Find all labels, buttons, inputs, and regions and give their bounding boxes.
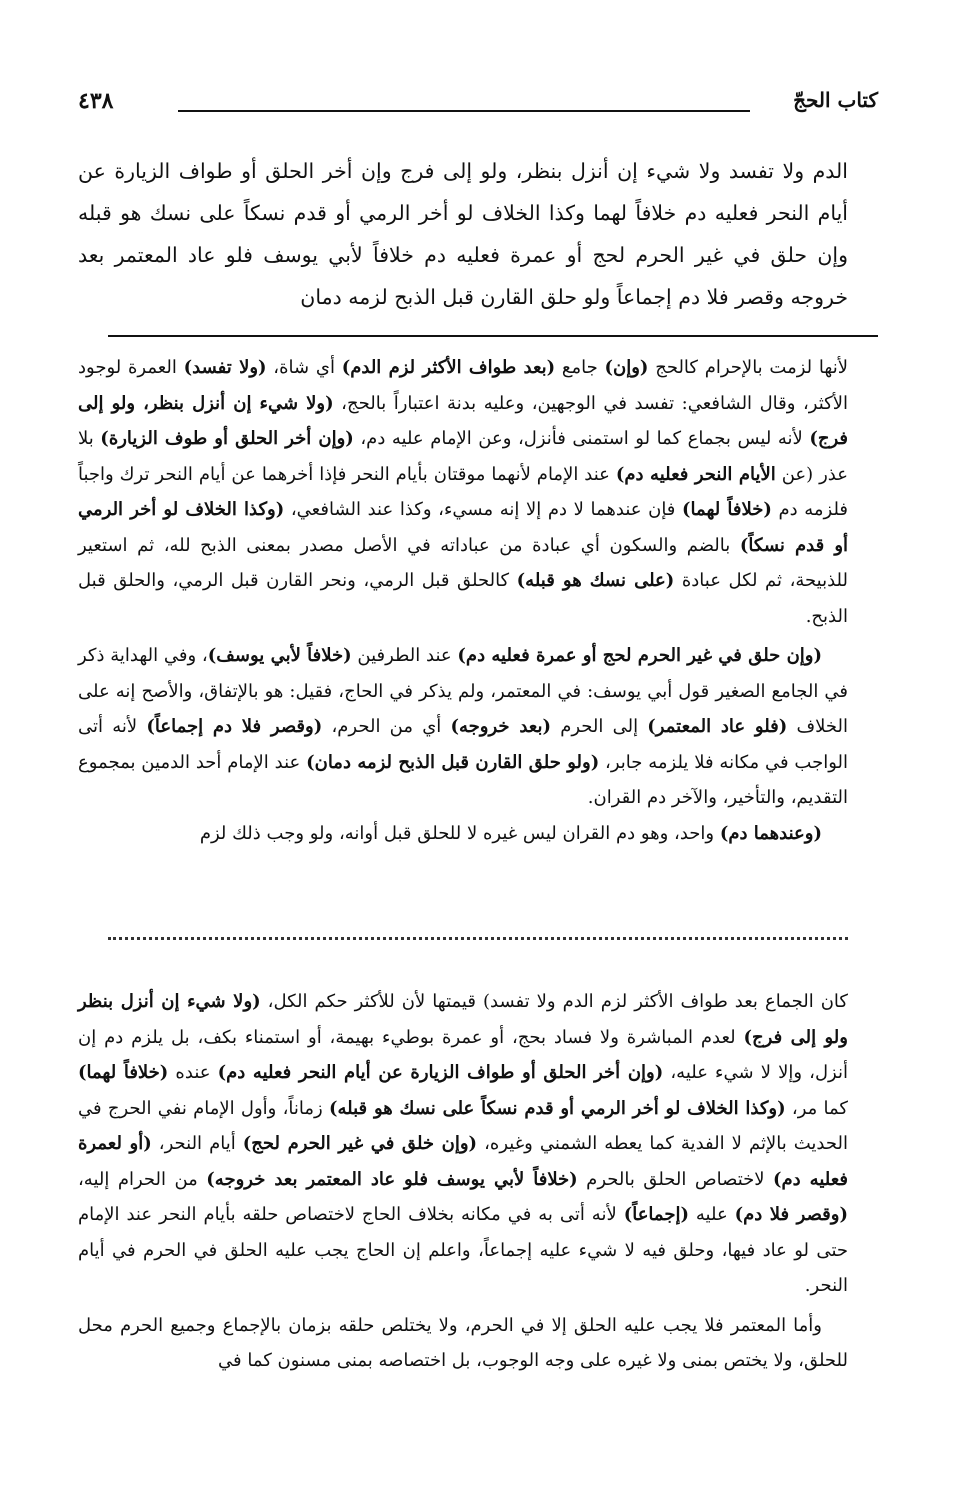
hashiya-quote: (وقصر فلا دم) (734, 1204, 848, 1225)
sharh-text: ، وفي الهداية ذكر في الجامع الصغير قول أبي يوسف: في المعتمر، ولم يذكر في الحاج، فقيل: هو بالإتفاق، والأصح إنه على الخلاف (78, 645, 848, 737)
sharh-quote: (وإن) (604, 357, 649, 378)
hashiya-text: من الحرام إليه، (78, 1168, 207, 1190)
sharh-text: عند الإمام أحد الدمين بمجموع التقديم، والتأخير، والآخر دم القران. (78, 751, 848, 808)
sharh-text: فإن عندهما لا دم إلا إنه مسيء، وكذا عند الشافعي، (284, 499, 683, 520)
sharh-paragraph-3 (78, 816, 848, 852)
dotted-separator (108, 937, 848, 940)
sharh-quote: (على نسك هو قبله) (516, 570, 675, 591)
hashiya-quote: (وإن أخر الحلق أو طواف الزيارة عن أيام النحر فعليه دم) (217, 1062, 664, 1083)
sharh-text: إلى الحرم (550, 716, 648, 737)
hashiya-quote: (إجماعاً) (623, 1204, 689, 1225)
header-rule (178, 110, 750, 112)
hashiya-text: لعدم المباشرة ولا فساد بحج، أو عمرة بوطيء بهيمة، أو استمناء بكف، بل يلزم دم إن أنزل، وإلا لا شيء عليه، (78, 1026, 848, 1083)
hashiya-text: كما مر، (785, 1097, 848, 1119)
sharh-quote: (فلو عاد المعتمر) (647, 716, 788, 737)
sharh-text: عند الطرفين (351, 645, 458, 666)
sharh-text: لأنه ليس بجماع كما لو استمنى فأنزل، وعن الإمام عليه دم، (353, 428, 810, 449)
sharh-quote: (وقصر فلا دم إجماعاً) (146, 716, 323, 737)
hashiya-quote: (وإن خلق في غير الحرم لحج) (242, 1133, 478, 1154)
hashiya-quote: (خلافاً لأبي يوسف فلو عاد المعتمر بعد خروجه) (206, 1168, 578, 1190)
sharh-quote: (خلافاً لهما) (682, 499, 772, 520)
sharh-quote: الأيام النحر فعليه دم) (615, 463, 776, 485)
sharh-text: لأنها لزمت بالإحرام كالحج (648, 357, 848, 378)
matn-separator-rule (108, 335, 878, 337)
hashiya-quote: (خلافاً لهما) (78, 1062, 169, 1083)
sharh-text: واحد، وهو دم القران ليس غيره لا للحلق قبل أوانه، ولو وجب ذلك لزم (199, 822, 720, 844)
sharh-text: العمرة لوجود الأكثر، وقال الشافعي: تفسد في الوجهين، وعليه بدنة اعتباراً بالحج، (78, 357, 848, 414)
hashiya-quote: (وكذا الخلاف لو أخر الرمي أو قدم نسكاً على نسك هو قبله) (329, 1097, 786, 1119)
sharh-text: أي من الحرم، (322, 716, 451, 737)
sharh-paragraph-1 (78, 350, 848, 634)
sharh-text: جامع (555, 357, 605, 378)
sharh-commentary (78, 350, 848, 851)
sharh-paragraph-2 (78, 638, 848, 816)
hashiya-text: وأما المعتمر فلا يجب عليه الحلق إلا في الحرم، ولا يختلص حلقه بزمان بالإجماع وجميع الحرم محل للحلق، ولا يختص بمنى ولا غيره على وجه الوجوب، بل اختصاصه بمنى مسنون كما في (78, 1314, 848, 1371)
sharh-quote: (وإن حلق في غير الحرم لحج أو عمرة فعليه دم) (457, 645, 823, 666)
sharh-text: كالحلق قبل الرمي، ونحر القارن قبل الرمي، والحلق قبل الذبح. (78, 570, 848, 627)
hashiya-quote: (أو لعمرة فعليه دم) (78, 1133, 848, 1190)
hashiya-paragraph-1 (78, 984, 848, 1304)
hashiya-text: أيام النحر، (151, 1133, 243, 1154)
sharh-text: أي شاة، (266, 357, 342, 378)
hashiya-text: لأنه أتى به في مكانه بخلاف الحاج لاختصاص حلقه بأيام النحر عند الإمام حتى لو عاد فيها، وحلق فيه لا شيء عليه إجماعاً، واعلم إن الحاج يجب عليه الحلق في الحرم في أيام النحر. (78, 1204, 848, 1296)
sharh-quote: (ولا تفسد) (183, 357, 267, 378)
hashiya-paragraph-2 (78, 1308, 848, 1379)
book-title: كتاب الحجّ (793, 88, 878, 112)
hashiya-text: عليه (688, 1204, 735, 1225)
sharh-quote: (بعد خروجه) (450, 716, 551, 737)
hashiya-text: كان الجماع بعد طواف الأكثر لزم الدم ولا تفسد) قيمتها لأن للأكثر حكم الكل، (260, 991, 848, 1012)
sharh-text: عند الإمام لأنهما موقتان بأيام النحر فإذا أخرهما عن أيام النحر ترك واجباً فلزمه دم (78, 463, 849, 520)
running-header (78, 88, 878, 122)
sharh-quote: (وإن أخر الحلق أو طوف الزيارة) (100, 428, 354, 449)
sharh-quote: (وكذا الخلاف لو أخر الرمي أو قدم نسكاً) (78, 499, 849, 556)
sharh-text: لأنه أتى الواجب في مكانه فلا يلزمه جابر، (78, 716, 849, 773)
sharh-quote: (ولا شيء إن أنزل بنظر، ولو إلى فرج) (78, 392, 848, 449)
sharh-quote: (خلافاً لأبي يوسف) (207, 645, 352, 666)
hashiya-footnote (78, 984, 848, 1379)
sharh-text: بالضم والسكون أي عبادة من عباداته في الأصل مصدر بمعنى الذبح لله، ثم استعير للذبيحة، ثم لكل عبادة (78, 534, 848, 591)
sharh-quote: (وعندهما دم) (719, 822, 822, 844)
sharh-text: بلا عذر (عن (78, 428, 848, 485)
sharh-quote: (بعد طواف الأكثر لزم الدم) (341, 357, 556, 378)
hashiya-text: لاختصاص الحلق بالحرم (577, 1168, 773, 1190)
hashiya-text: زماناً، وأول الإمام نفي الحرج في الحديث بالإثم لا الفدية كما يعطه الشمني وغيره، (78, 1097, 848, 1154)
hashiya-text: عنده (168, 1062, 218, 1083)
sharh-quote: (ولو حلق القارن قبل الذبح لزمه دمان) (306, 751, 600, 773)
page-number: ٤٣٨ (78, 88, 114, 114)
matn-text: الدم ولا تفسد ولا شيء إن أنزل بنظر، ولو إلى فرج وإن أخر الحلق أو طواف الزيارة عن أيام النحر فعليه دم خلافاً لهما وكذا الخلاف لو أخر الرمي أو قدم نسكاً على نسك هو قبله وإن حلق في غير الحرم لحج أو عمرة فعليه دم خلافاً لأبي يوسف فلو عاد المعتمر بعد خروجه وقصر فلا دم إجماعاً ولو حلق القارن قبل الذبح لزمه دمان (78, 159, 848, 309)
hashiya-quote: (ولا شيء إن أنزل بنظر ولو إلى فرج) (78, 991, 848, 1048)
